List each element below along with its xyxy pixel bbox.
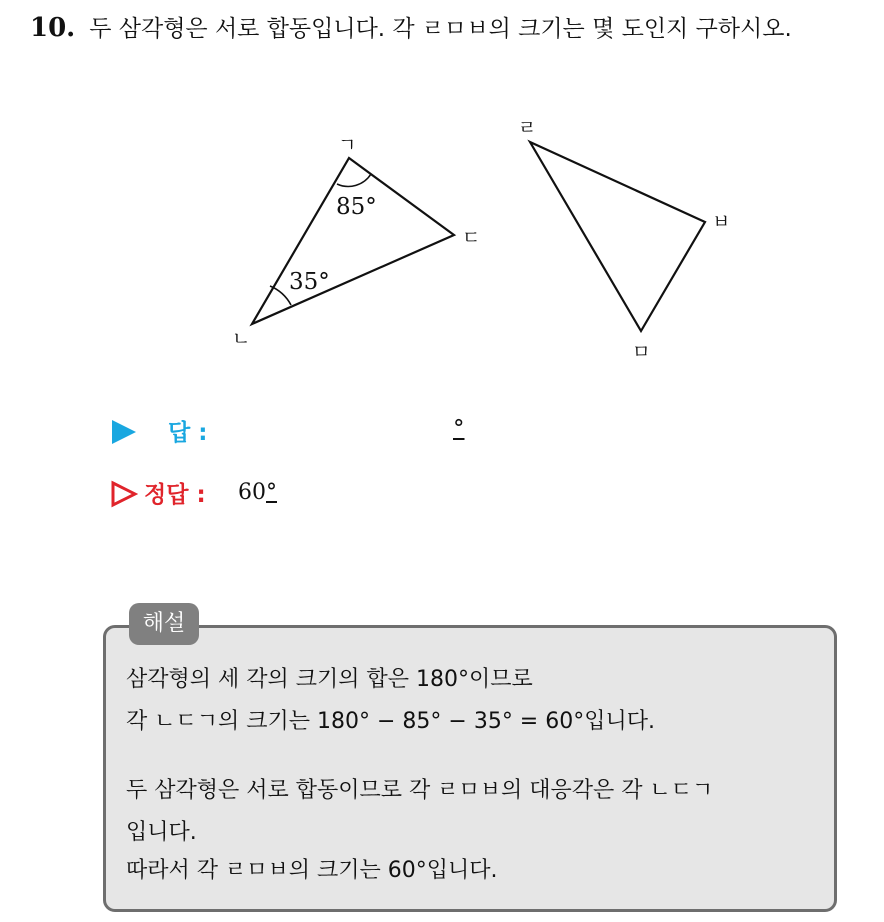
angle-arc-top xyxy=(337,174,371,186)
question-number: 10. xyxy=(30,13,76,43)
answer-label: 답 : xyxy=(168,420,208,446)
explanation-line-1: 삼각형의 세 각의 크기의 합은 180°이므로 xyxy=(126,667,533,692)
vertex-label-nieun: ㄴ xyxy=(232,328,251,350)
correct-answer-value xyxy=(238,480,277,505)
answer-unit: ° xyxy=(453,416,465,442)
explanation-line-5: 따라서 각 ㄹㅁㅂ의 크기는 60°입니다. xyxy=(126,858,498,883)
triangle-1 xyxy=(232,134,480,350)
explanation-line-3: 두 삼각형은 서로 합동이므로 각 ㄹㅁㅂ의 대응각은 각 ㄴㄷㄱ xyxy=(126,778,714,803)
question-text: 두 삼각형은 서로 합동입니다. 각 ㄹㅁㅂ의 크기는 몇 도인지 구하시오. xyxy=(89,16,792,42)
correct-value-unit: ° xyxy=(266,480,277,505)
explanation-line-4: 입니다. xyxy=(126,820,197,845)
vertex-label-mieum: ㅁ xyxy=(632,341,651,363)
vertex-label-bieup: ㅂ xyxy=(712,211,731,233)
explanation-line-2: 각 ㄴㄷㄱ의 크기는 180° − 85° − 35° = 60°입니다. xyxy=(126,709,655,734)
triangle-1-shape xyxy=(252,158,454,324)
triangle-2 xyxy=(518,117,730,363)
answer-arrow-icon xyxy=(110,418,138,446)
vertex-label-giyeok: ㄱ xyxy=(338,134,357,156)
vertex-label-digeut: ㄷ xyxy=(462,227,481,249)
triangle-figure xyxy=(0,0,884,400)
angle-label-35: 35° xyxy=(289,269,330,295)
correct-arrow-icon xyxy=(110,480,138,508)
correct-value-number: 60 xyxy=(238,480,266,505)
correct-answer-label: 정답 : xyxy=(144,482,206,508)
vertex-label-rieul: ㄹ xyxy=(518,117,537,139)
angle-label-85: 85° xyxy=(336,194,377,220)
triangle-2-shape xyxy=(530,142,705,331)
explanation-tag: 해설 xyxy=(129,603,199,645)
